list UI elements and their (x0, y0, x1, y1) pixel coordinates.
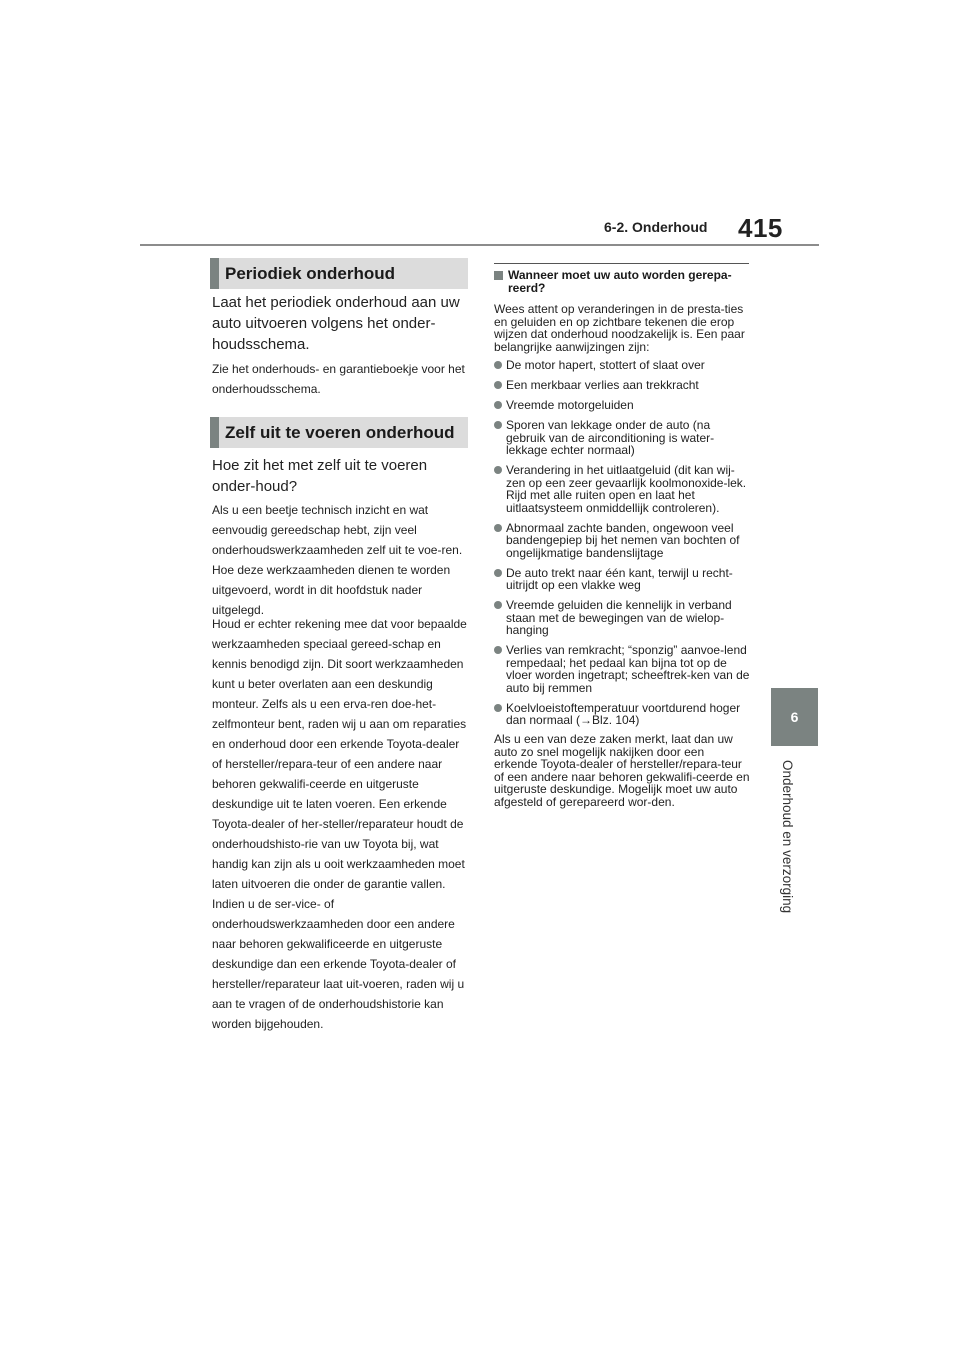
section-title-zelf: Zelf uit te voeren onderhoud (210, 417, 468, 448)
list-item (494, 399, 750, 412)
list-item (494, 379, 750, 392)
square-bullet-icon (494, 271, 503, 280)
list-item-text: Koelvloeistoftemperatuur voortdurend hoger dan normaal (→Blz. 104) (506, 700, 741, 727)
bullet-dot-icon (494, 569, 502, 577)
list-item (494, 522, 750, 560)
repair-intro: Wees attent op veranderingen in de presta-ties en geluiden en op zichtbare tekenen die erop wijzen dat onderhoud noodzakelijk is. Een paar belangrijke aanwijzingen zijn: (494, 302, 745, 354)
list-item (494, 464, 750, 514)
list-item-text: Abnormaal zachte banden, ongewoon veel bandengepiep bij het nemen van bochten of ongelijkmatige bandenslijtage (506, 520, 740, 560)
list-item (494, 567, 750, 592)
list-item-text: Sporen van lekkage onder de auto (na gebruik van de airconditioning is water-lekkage echter normaal) (506, 418, 715, 457)
list-item (494, 419, 750, 457)
section1-lead: Laat het periodiek onderhoud aan uw auto uitvoeren volgens het onder-houdsschema. (212, 294, 460, 353)
section-header: 6-2. Onderhoud (604, 219, 708, 235)
section1-body: Zie het onderhouds- en garantieboekje voor het onderhoudsschema. (212, 362, 465, 396)
chapter-label: Onderhoud en verzorging (780, 760, 795, 914)
symptom-list (494, 359, 750, 727)
list-item-text: Vreemde motorgeluiden (506, 398, 634, 412)
section2-lead: Hoe zit het met zelf uit te voeren onder-houd? (212, 457, 428, 495)
list-item (494, 359, 750, 372)
list-item (494, 644, 750, 694)
page-number: 415 (738, 213, 783, 243)
section-title-periodiek: Periodiek onderhoud (210, 258, 468, 289)
list-item (494, 599, 750, 637)
bullet-dot-icon (494, 361, 502, 369)
list-item-text: Verlies van remkracht; “sponzig” aanvoe-lend rempedaal; het pedaal kan bijna tot op de vloer worden ingetrapt; scheeftrek-ken van de auto bij remmen (506, 643, 750, 695)
right-column-divider (494, 263, 749, 264)
chapter-tab: 6 (771, 688, 818, 746)
section2-paragraph-1: Als u een beetje technisch inzicht en wat eenvoudig gereedschap hebt, zijn veel onderhoudswerkzaamheden zelf uit te voe-ren. Hoe deze werkzaamheden dienen te worden uitgevoerd, wordt in dit hoofdstuk nader uitgelegd. (212, 503, 463, 617)
list-item-text: Een merkbaar verlies aan trekkracht (506, 378, 699, 392)
bullet-dot-icon (494, 421, 502, 429)
bullet-dot-icon (494, 381, 502, 389)
right-column (494, 263, 750, 808)
header-divider (140, 244, 819, 246)
list-item (494, 702, 750, 727)
bullet-dot-icon (494, 704, 502, 712)
bullet-dot-icon (494, 466, 502, 474)
section2-paragraph-2: Houd er echter rekening mee dat voor bepaalde werkzaamheden speciaal gereed-schap en kennis benodigd zijn. Dit soort werkzaamheden kunt u beter overlaten aan een deskundig monteur. Zelfs als u een erva-ren doe-het-zelfmonteur bent, raden wij u aan om reparaties en onderhoud door een erkende Toyota-dealer of hersteller/repara-teur of een andere naar behoren gekwalifi-ceerde en uitgeruste deskundige uit te laten voeren. Een erkende Toyota-dealer of her-steller/reparateur houdt de onderhoudshisto-rie van uw Toyota bij, wat handig kan zijn als u ooit werkzaamheden moet laten uitvoeren die onder de garantie vallen. Indien u de ser-vice- of onderhoudswerkzaamheden door een andere naar behoren gekwalificeerde en uitgeruste deskundige dan een erkende Toyota-dealer of hersteller/reparateur laat uit-voeren, raden wij u aan te vragen of de onderhoudshistorie kan worden bijgehouden. (212, 617, 467, 1031)
bullet-dot-icon (494, 401, 502, 409)
repair-heading (494, 269, 750, 294)
bullet-dot-icon (494, 524, 502, 532)
bullet-dot-icon (494, 646, 502, 654)
repair-outro: Als u een van deze zaken merkt, laat dan uw auto zo snel mogelijk nakijken door een erkende Toyota-dealer of hersteller/repara-teur of een andere naar behoren gekwalifi-ceerde en uitgeruste deskundige. Mogelijk moet uw auto afgesteld of gerepareerd wor-den. (494, 732, 750, 809)
list-item-text: De motor hapert, stottert of slaat over (506, 358, 705, 372)
repair-heading-text: Wanneer moet uw auto worden gerepa-reerd? (508, 268, 732, 295)
list-item-text: Vreemde geluiden die kennelijk in verband staan met de bewegingen van de wielop-hanging (506, 598, 732, 637)
list-item-text: Verandering in het uitlaatgeluid (dit kan wij-zen op een zeer gevaarlijk koolmonoxide-lek. Rijd met alle ruiten open en laat het uitlaatsysteem onmiddellijk controleren). (506, 463, 747, 515)
bullet-dot-icon (494, 601, 502, 609)
list-item-text: De auto trekt naar één kant, terwijl u recht-uitrijdt op een vlakke weg (506, 565, 733, 592)
